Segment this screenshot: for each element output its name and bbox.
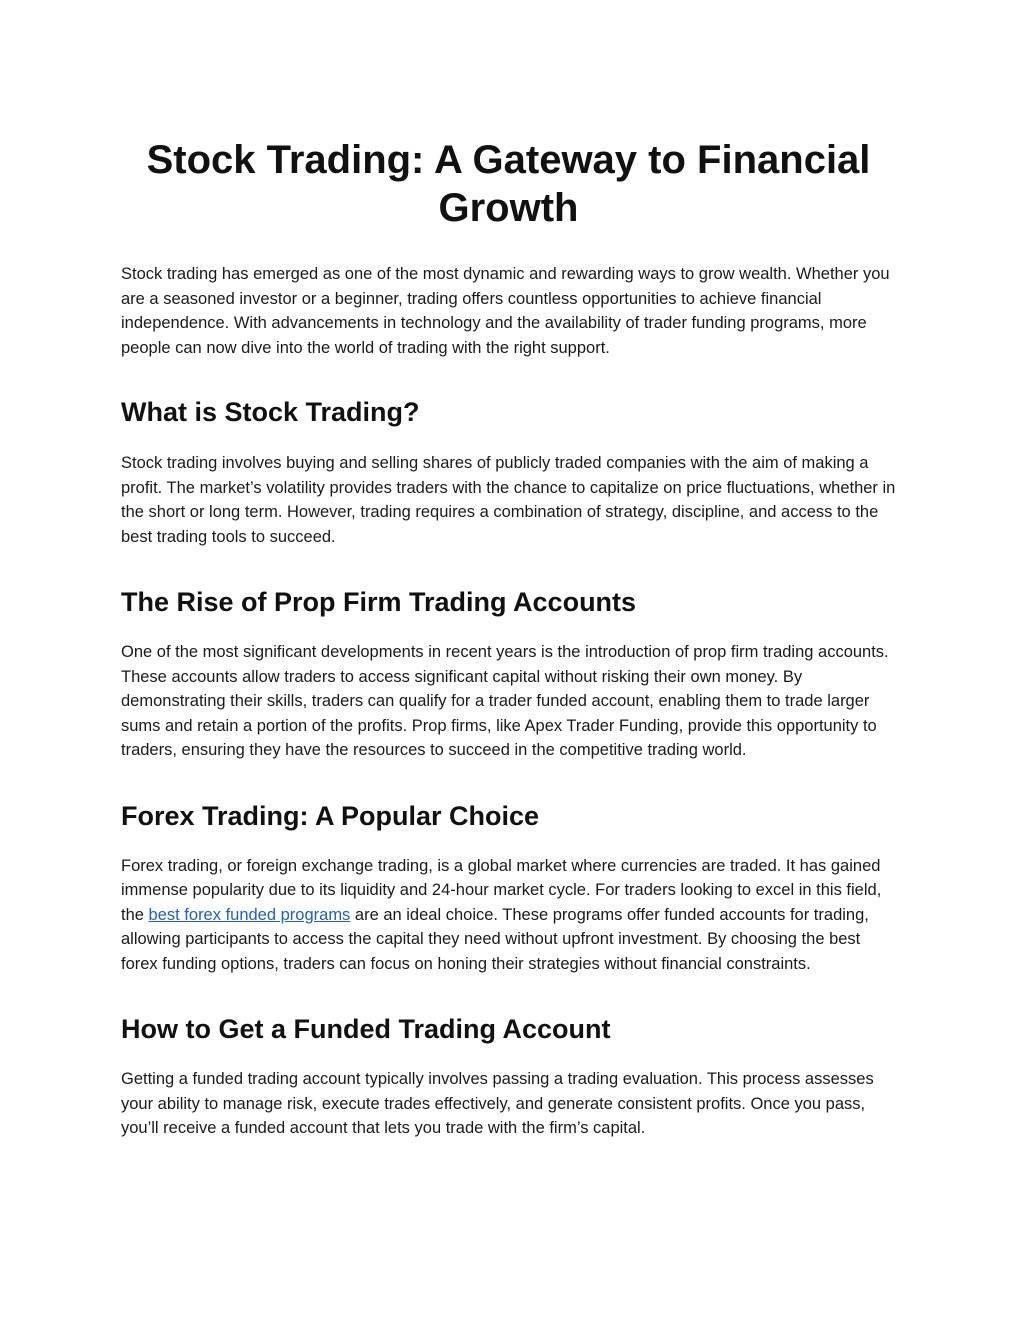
intro-paragraph: Stock trading has emerged as one of the most dynamic and rewarding ways to grow wealth. Whether you are a seasoned investor or a beginner, trading offers countless opportunities to achieve financial independence. With advancements in technology and the availability of trader funding programs, more people can now dive into the world of trading with the right support. <box>121 265 890 357</box>
document-title: Stock Trading: A Gateway to Financial Growth <box>146 138 871 230</box>
forex-body-after-link: are an ideal choice. These programs offer funded accounts for trading, allowing participants to access the capital they need without upfront investment. By choosing the best forex funding options, traders can focus on honing their strategies without financial constraints. <box>121 905 869 973</box>
section-body-prop-firm-accounts: One of the most significant developments in recent years is the introduction of prop firm trading accounts. These accounts allow traders to access significant capital without risking their own money. By demonstrating their skills, traders can qualify for a trader funded account, enabling them to trade larger sums and retain a portion of the profits. Prop firms, like Apex Trader Funding, provide this opportunity to traders, ensuring they have the resources to succeed in the competitive trading world. <box>121 643 889 759</box>
forex-body-before-link: Forex trading, or foreign exchange trading, is a global market where currencies are traded. It has gained immense popularity due to its liquidity and 24-hour market cycle. For traders looking to excel in this field, the <box>121 856 882 924</box>
best-forex-funded-programs-link[interactable]: best forex funded programs <box>148 905 351 924</box>
section-heading-funded-account: How to Get a Funded Trading Account <box>121 1014 611 1044</box>
section-body-what-is-stock-trading: Stock trading involves buying and selling shares of publicly traded companies with the aim of making a profit. The market’s volatility provides traders with the chance to capitalize on price fluctuations, whether in the short or long term. However, trading requires a combination of strategy, discipline, and access to the best trading tools to succeed. <box>121 454 896 546</box>
document-page <box>121 0 896 1141</box>
section-heading-forex-trading: Forex Trading: A Popular Choice <box>121 800 540 831</box>
section-body-forex-trading <box>121 854 896 977</box>
section-body-funded-account: Getting a funded trading account typically involves passing a trading evaluation. This process assesses your ability to manage risk, execute trades effectively, and generate consistent profits. Once you pass, you’ll receive a funded account that lets you trade with the firm’s capital. <box>121 1070 874 1137</box>
section-heading-what-is-stock-trading: What is Stock Trading? <box>121 397 420 427</box>
section-heading-prop-firm-accounts: The Rise of Prop Firm Trading Accounts <box>121 587 637 617</box>
